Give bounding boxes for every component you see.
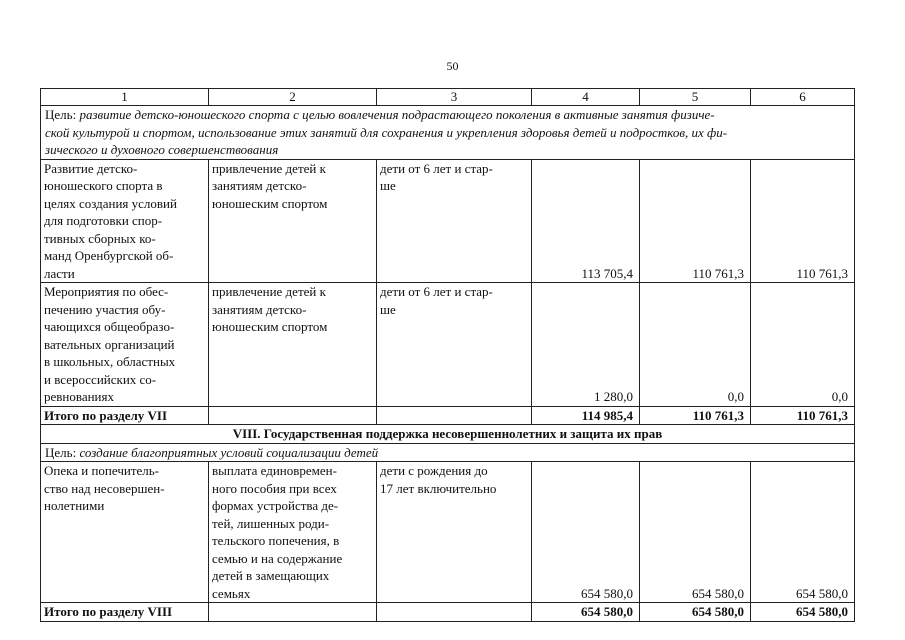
target-group: дети от 6 лет и стар- ше: [377, 159, 532, 283]
table-row: [41, 283, 855, 407]
total-row: [41, 603, 855, 622]
goal-cell: [41, 443, 855, 462]
event-purpose: привлечение детей к занятиям детско- юношеским спортом: [209, 159, 377, 283]
table-row: [41, 159, 855, 283]
empty-cell: [377, 406, 532, 425]
value-cell: 110 761,3: [640, 159, 751, 283]
column-number: 3: [377, 89, 532, 106]
total-value: 654 580,0: [532, 603, 640, 622]
column-number: 5: [640, 89, 751, 106]
column-number: 4: [532, 89, 640, 106]
event-purpose: привлечение детей к занятиям детско- юношеским спортом: [209, 283, 377, 407]
total-value: 114 985,4: [532, 406, 640, 425]
column-number: 1: [41, 89, 209, 106]
table-row: [41, 462, 855, 603]
goal-row: [41, 443, 855, 462]
value-cell: 654 580,0: [751, 462, 855, 603]
value-cell: 1 280,0: [532, 283, 640, 407]
budget-table: [40, 88, 855, 622]
value-cell: 654 580,0: [640, 462, 751, 603]
empty-cell: [377, 603, 532, 622]
goal-text: создание благоприятных условий социализации детей: [79, 444, 379, 460]
section-title: VIII. Государственная поддержка несовершеннолетних и защита их прав: [41, 425, 855, 444]
value-cell: 113 705,4: [532, 159, 640, 283]
total-value: 654 580,0: [640, 603, 751, 622]
target-group: дети от 6 лет и стар- ше: [377, 283, 532, 407]
column-number: 2: [209, 89, 377, 106]
goal-prefix: Цель:: [45, 107, 80, 122]
event-name: Мероприятия по обес- печению участия обу- чающихся общеобразо- вательных организаций в школьных, областных и всероссийских со- ревнованиях: [41, 283, 209, 407]
empty-cell: [209, 603, 377, 622]
value-cell: 110 761,3: [751, 159, 855, 283]
goal-row: [41, 106, 855, 160]
value-cell: 0,0: [640, 283, 751, 407]
event-name: Опека и попечитель- ство над несовершен- нолетними: [41, 462, 209, 603]
total-value: 110 761,3: [751, 406, 855, 425]
goal-cell: [41, 106, 855, 160]
goal-prefix: Цель:: [45, 444, 80, 460]
column-number-row: [41, 89, 855, 106]
event-name: Развитие детско- юношеского спорта в целях создания условий для подготовки спор- тивных сборных ко- манд Оренбургской об- ласти: [41, 159, 209, 283]
total-value: 110 761,3: [640, 406, 751, 425]
empty-cell: [209, 406, 377, 425]
column-number: 6: [751, 89, 855, 106]
event-purpose: выплата единовремен- ного пособия при всех формах устройства де- тей, лишенных роди- тельского попечения, в семью и на содержание детей в замещающих семьях: [209, 462, 377, 603]
total-label: Итого по разделу VII: [41, 406, 209, 425]
page-number: 50: [446, 59, 459, 73]
target-group: дети с рождения до 17 лет включительно: [377, 462, 532, 603]
value-cell: 0,0: [751, 283, 855, 407]
total-label: Итого по разделу VIII: [41, 603, 209, 622]
section-heading-row: [41, 425, 855, 444]
total-value: 654 580,0: [751, 603, 855, 622]
goal-text: развитие детско-юношеского спорта с целью вовлечения подрастающего поколения в активные занятия физиче- ской культурой и спортом, использование этих занятий для сохранения и укрепления здоровья детей и подростков, их фи- зического и духовного совершенствования: [45, 107, 728, 157]
value-cell: 654 580,0: [532, 462, 640, 603]
total-row: [41, 406, 855, 425]
